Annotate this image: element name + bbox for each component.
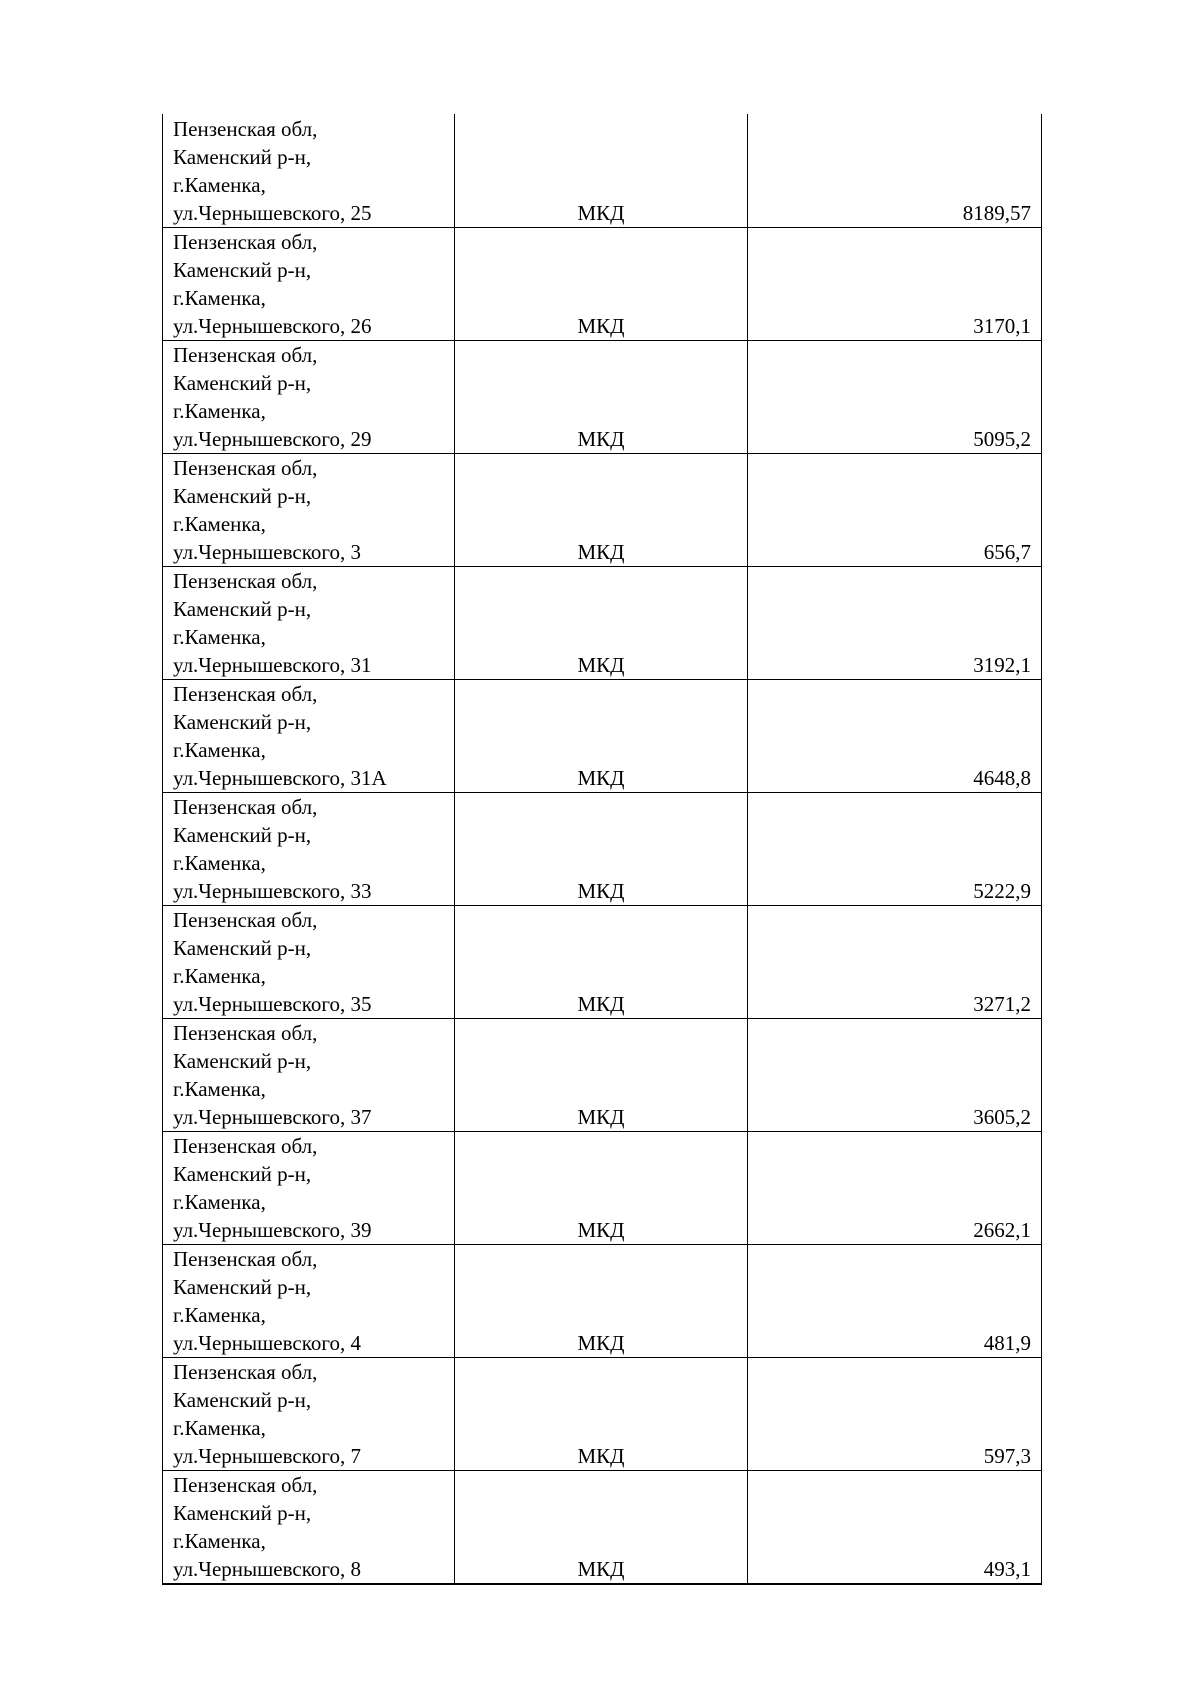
table-row bbox=[163, 114, 1042, 227]
address-street: ул.Чернышевского, 26 bbox=[173, 313, 372, 338]
address-city: г.Каменка, bbox=[173, 172, 266, 197]
address-region: Пензенская обл, bbox=[173, 681, 318, 706]
building-type-cell: МКД bbox=[455, 340, 748, 453]
address-region: Пензенская обл, bbox=[173, 229, 318, 254]
area-cell: 4648,8 bbox=[748, 679, 1042, 792]
building-type-cell: МКД bbox=[455, 114, 748, 227]
address-district: Каменский р-н, bbox=[173, 596, 312, 621]
address-cell bbox=[163, 792, 455, 905]
address-street: ул.Чернышевского, 37 bbox=[173, 1104, 372, 1129]
address-city: г.Каменка, bbox=[173, 1189, 266, 1214]
address-cell bbox=[163, 1470, 455, 1584]
address-street: ул.Чернышевского, 25 bbox=[173, 200, 372, 225]
address-cell bbox=[163, 905, 455, 1018]
address-region: Пензенская обл, bbox=[173, 1359, 318, 1384]
address-street: ул.Чернышевского, 3 bbox=[173, 539, 361, 564]
address-street: ул.Чернышевского, 4 bbox=[173, 1330, 361, 1355]
building-type-cell: МКД bbox=[455, 1018, 748, 1131]
address-region: Пензенская обл, bbox=[173, 1133, 318, 1158]
table-row bbox=[163, 453, 1042, 566]
building-type-cell: МКД bbox=[455, 679, 748, 792]
table-row bbox=[163, 1131, 1042, 1244]
address-district: Каменский р-н, bbox=[173, 1387, 312, 1412]
address-cell bbox=[163, 679, 455, 792]
table-row bbox=[163, 1470, 1042, 1584]
address-city: г.Каменка, bbox=[173, 1528, 266, 1553]
building-type-cell: МКД bbox=[455, 453, 748, 566]
table-row bbox=[163, 905, 1042, 1018]
area-cell: 8189,57 bbox=[748, 114, 1042, 227]
address-region: Пензенская обл, bbox=[173, 455, 318, 480]
address-street: ул.Чернышевского, 33 bbox=[173, 878, 372, 903]
address-cell bbox=[163, 340, 455, 453]
address-region: Пензенская обл, bbox=[173, 907, 318, 932]
area-cell: 3170,1 bbox=[748, 227, 1042, 340]
address-district: Каменский р-н, bbox=[173, 1500, 312, 1525]
address-city: г.Каменка, bbox=[173, 1302, 266, 1327]
address-city: г.Каменка, bbox=[173, 1415, 266, 1440]
address-street: ул.Чернышевского, 35 bbox=[173, 991, 372, 1016]
address-cell bbox=[163, 114, 455, 227]
buildings-table-body bbox=[163, 114, 1042, 1584]
table-row bbox=[163, 679, 1042, 792]
address-cell bbox=[163, 227, 455, 340]
building-type-cell: МКД bbox=[455, 1244, 748, 1357]
address-street: ул.Чернышевского, 39 bbox=[173, 1217, 372, 1242]
address-city: г.Каменка, bbox=[173, 511, 266, 536]
area-cell: 656,7 bbox=[748, 453, 1042, 566]
building-type-cell: МКД bbox=[455, 227, 748, 340]
address-city: г.Каменка, bbox=[173, 850, 266, 875]
address-region: Пензенская обл, bbox=[173, 1020, 318, 1045]
building-type-cell: МКД bbox=[455, 792, 748, 905]
area-cell: 5095,2 bbox=[748, 340, 1042, 453]
address-cell bbox=[163, 453, 455, 566]
table-row bbox=[163, 792, 1042, 905]
address-cell bbox=[163, 1131, 455, 1244]
building-type-cell: МКД bbox=[455, 1470, 748, 1584]
buildings-table bbox=[162, 114, 1042, 1585]
address-district: Каменский р-н, bbox=[173, 822, 312, 847]
address-district: Каменский р-н, bbox=[173, 709, 312, 734]
address-district: Каменский р-н, bbox=[173, 144, 312, 169]
building-type-cell: МКД bbox=[455, 1131, 748, 1244]
table-row bbox=[163, 566, 1042, 679]
address-region: Пензенская обл, bbox=[173, 794, 318, 819]
area-cell: 597,3 bbox=[748, 1357, 1042, 1470]
building-type-cell: МКД bbox=[455, 1357, 748, 1470]
area-cell: 493,1 bbox=[748, 1470, 1042, 1584]
area-cell: 481,9 bbox=[748, 1244, 1042, 1357]
address-cell bbox=[163, 1018, 455, 1131]
building-type-cell: МКД bbox=[455, 905, 748, 1018]
address-region: Пензенская обл, bbox=[173, 116, 318, 141]
address-district: Каменский р-н, bbox=[173, 1274, 312, 1299]
address-district: Каменский р-н, bbox=[173, 1161, 312, 1186]
address-region: Пензенская обл, bbox=[173, 1472, 318, 1497]
address-district: Каменский р-н, bbox=[173, 257, 312, 282]
area-cell: 3271,2 bbox=[748, 905, 1042, 1018]
address-district: Каменский р-н, bbox=[173, 1048, 312, 1073]
address-cell bbox=[163, 1244, 455, 1357]
address-region: Пензенская обл, bbox=[173, 342, 318, 367]
address-cell bbox=[163, 566, 455, 679]
address-city: г.Каменка, bbox=[173, 285, 266, 310]
table-row bbox=[163, 1357, 1042, 1470]
area-cell: 3192,1 bbox=[748, 566, 1042, 679]
address-region: Пензенская обл, bbox=[173, 1246, 318, 1271]
address-district: Каменский р-н, bbox=[173, 935, 312, 960]
address-city: г.Каменка, bbox=[173, 398, 266, 423]
address-district: Каменский р-н, bbox=[173, 370, 312, 395]
address-city: г.Каменка, bbox=[173, 737, 266, 762]
table-row bbox=[163, 1244, 1042, 1357]
address-street: ул.Чернышевского, 31А bbox=[173, 765, 387, 790]
area-cell: 3605,2 bbox=[748, 1018, 1042, 1131]
address-city: г.Каменка, bbox=[173, 963, 266, 988]
area-cell: 5222,9 bbox=[748, 792, 1042, 905]
address-city: г.Каменка, bbox=[173, 1076, 266, 1101]
area-cell: 2662,1 bbox=[748, 1131, 1042, 1244]
table-row bbox=[163, 1018, 1042, 1131]
address-street: ул.Чернышевского, 8 bbox=[173, 1556, 361, 1581]
table-row bbox=[163, 340, 1042, 453]
address-cell bbox=[163, 1357, 455, 1470]
address-district: Каменский р-н, bbox=[173, 483, 312, 508]
address-region: Пензенская обл, bbox=[173, 568, 318, 593]
address-street: ул.Чернышевского, 31 bbox=[173, 652, 372, 677]
building-type-cell: МКД bbox=[455, 566, 748, 679]
address-street: ул.Чернышевского, 29 bbox=[173, 426, 372, 451]
address-street: ул.Чернышевского, 7 bbox=[173, 1443, 361, 1468]
address-city: г.Каменка, bbox=[173, 624, 266, 649]
table-row bbox=[163, 227, 1042, 340]
